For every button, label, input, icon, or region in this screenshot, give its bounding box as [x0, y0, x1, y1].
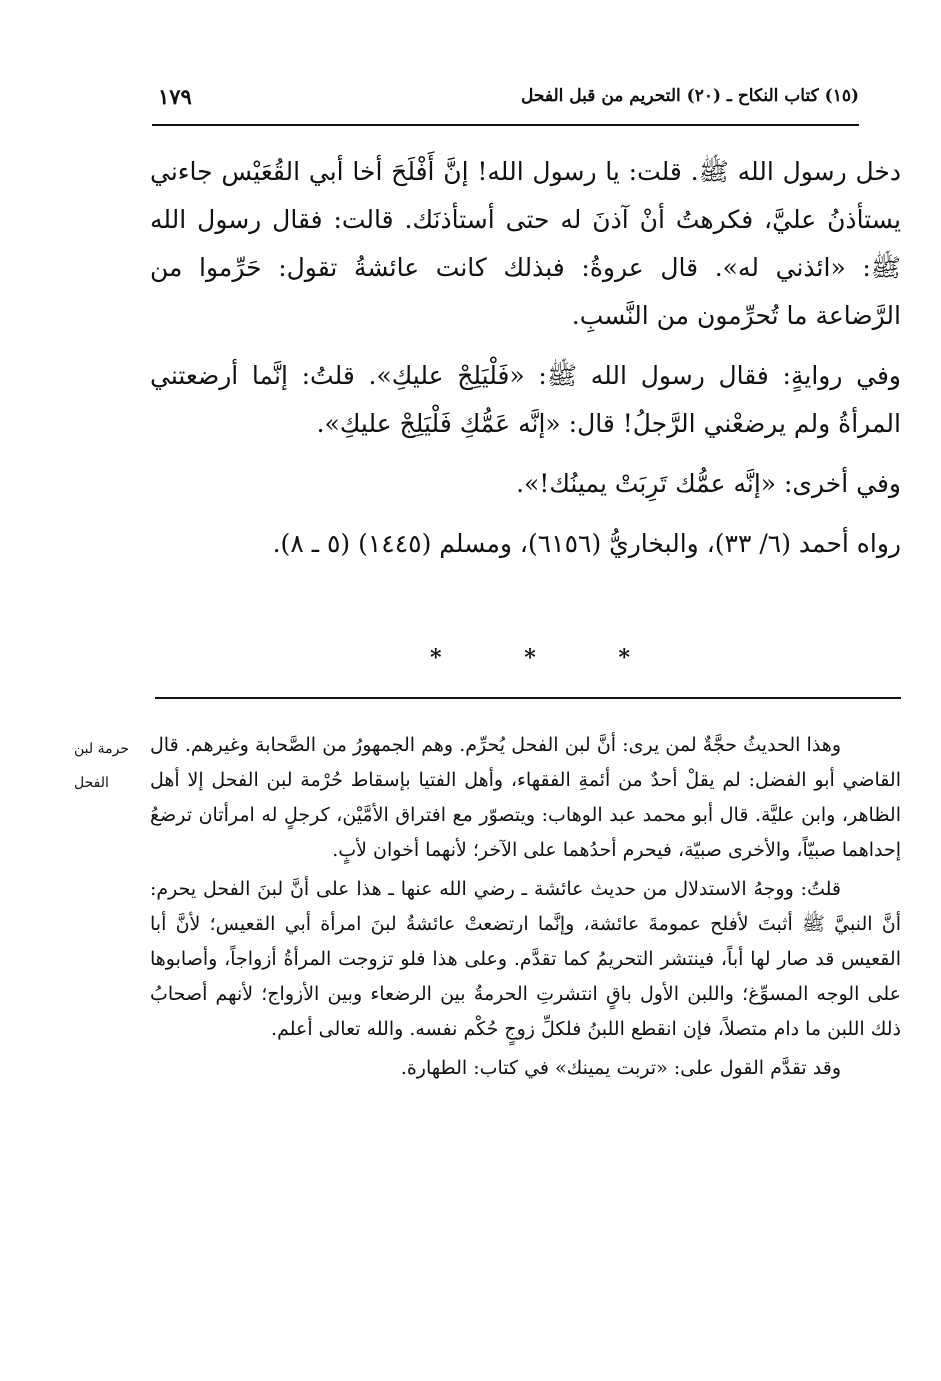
chapter-title: (١٥) كتاب النكاح ـ (٢٠) التحريم من قبل الفحل	[521, 86, 859, 106]
commentary-paragraph: وهذا الحديثُ حجَّةٌ لمن يرى: أنَّ لبن الفحل يُحرِّم. وهم الجمهورُ من الصَّحابة وغيرهم. قال القاضي أبو الفضل: لم يقلْ أحدٌ من أئمةِ الفقهاء، وأهل الفتيا بإسقاط حُرْمة لبن الفحل إلا أهل الظاهر، وابن عليَّة. قال أبو محمد عبد الوهاب: ويتصوّر مع افتراق الأمَّيْن، كرجلٍ له امرأتان ترضعُ إحداهما صبيّاً، والأخرى صبيّة، فيحرم أحدُهما على الآخر؛ لأنهما أخوان لأبٍ.	[150, 734, 901, 861]
commentary-text	[150, 728, 901, 1090]
header-divider	[152, 124, 859, 126]
separator-star: *	[524, 645, 536, 671]
running-header	[150, 84, 859, 124]
margin-note-line: الفحل	[74, 775, 109, 791]
hadith-text	[150, 148, 901, 580]
commentary-paragraph: وقد تقدَّم القول على: «تربت يمينك» في كتاب: الطهارة.	[400, 1057, 841, 1079]
commentary-paragraph: قلتُ: ووجهُ الاستدلال من حديث عائشة ـ رضي الله عنها ـ هذا على أنَّ لبنَ الفحل يحرم: أنَّ النبيَّ ﷺ أثبتَ لأفلح عمومةَ عائشة، وإنَّما ارتضعتْ عائشةُ لبنَ امرأة أبي القعيس؛ لأنَّ أبا القعيس قد صار لها أباً، فينتشر التحريمُ كما تقدَّم. وعلى هذا فلو تزوجت المرأةُ أزواجاً، وأصابوها على الوجه المسوِّغ؛ واللبن الأول باقٍ انتشرتِ الحرمةُ بين الرضعاء وبين الأزواج؛ لأنهم أصحابُ ذلك اللبن ما دام متصلاً، فإن انقطع اللبنُ فلكلِّ زوجٍ حُكْم نفسه. والله تعالى أعلم.	[150, 878, 901, 1040]
margin-note	[74, 732, 154, 800]
separator-star: *	[430, 645, 442, 671]
hadith-paragraph: دخل رسول الله ﷺ. قلت: يا رسول الله! إنَّ أَفْلَحَ أخا أبي القُعَيْس جاءني يستأذنُ عليَّ، فكرهتُ أنْ آذنَ له حتى أستأذنَك. قالت: فقال رسول الله ﷺ: «ائذني له». قال عروةُ: فبذلك كانت عائشةُ تقول: حَرِّموا من الرَّضاعة ما تُحرِّمون من النَّسبِ.	[150, 157, 901, 330]
commentary-divider	[155, 697, 901, 699]
margin-note-line: حرمة لبن	[74, 741, 129, 757]
page-number: ١٧٩	[158, 84, 192, 109]
hadith-paragraph: وفي روايةٍ: فقال رسول الله ﷺ: «فَلْيَلِجْ عليكِ». قلتُ: إنَّما أرضعتني المرأةُ ولم يرضعْني الرَّجلُ! قال: «إنَّه عَمُّكِ فَلْيَلِجْ عليكِ».	[150, 361, 901, 438]
section-separator	[430, 645, 630, 671]
hadith-paragraph: وفي أخرى: «إنَّه عمُّك تَرِبَتْ يمينُك!».	[516, 469, 901, 498]
source-reference: رواه أحمد (٦/ ٣٣)، والبخاريُّ (٦١٥٦)، ومسلم (١٤٤٥) (٥ ـ ٨).	[272, 529, 901, 558]
separator-star: *	[618, 645, 630, 671]
